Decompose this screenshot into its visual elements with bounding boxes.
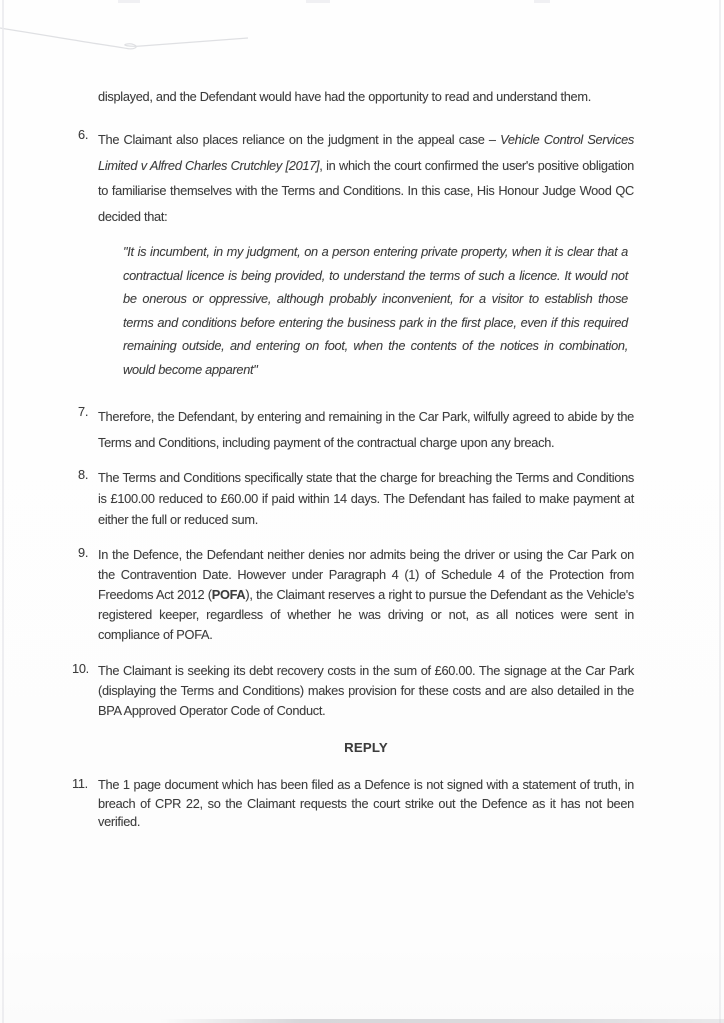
paragraph-text: The 1 page document which has been filed as a Defence is not signed with a statement of truth, in breach of CPR 22, so the Claimant requests the court strike out the Defence as it has not been verified. <box>98 777 634 829</box>
paragraph-6-post: , in which the court confirmed the user's positive obligation to familiarise themselves with the Terms and Conditions. In this case, His Honour Judge Wood QC decided that: <box>98 157 634 224</box>
scan-shadow-bottom <box>160 1019 724 1023</box>
numbered-paragraph-11 <box>72 776 724 832</box>
numbered-paragraph-9 <box>72 545 724 645</box>
paragraph-9-post: ), the Claimant reserves a right to pursue the Defendant as the Vehicle's registered keeper, regardless of whether he was driving or not, as all notices were sent in compliance of POFA. <box>98 587 634 642</box>
numbered-paragraph-6 <box>72 127 724 229</box>
paragraph-text: The Terms and Conditions specifically state that the charge for breaching the Terms and Conditions is £100.00 reduced to £60.00 if paid within 14 days. The Defendant has failed to make payment at either the full or reduced sum. <box>98 470 634 527</box>
paragraph-number: 10. <box>72 661 89 676</box>
reply-section-heading: REPLY <box>344 740 388 755</box>
paragraph-text <box>98 127 634 229</box>
paragraph-number: 9. <box>78 545 89 560</box>
paragraph-number: 6. <box>78 127 89 142</box>
judgment-quote: "It is incumbent, in my judgment, on a person entering private property, when it is clear that a contractual licence is being provided, to understand the terms of such a licence. It would not be onerous or oppressive, although probably inconvenient, for a visitor to establish those terms and conditions before entering the business park in the first place, even if this required remaining outside, and entering on foot, when the contents of the notices in combination, would become apparent" <box>123 244 628 377</box>
paragraph-9-pre: In the Defence, the Defendant neither denies nor admits being the driver or using the Car Park on the Contravention Date. However under Paragraph 4 (1) of Schedule 4 of the Protection from Freedoms Act 2012 ( <box>98 547 634 602</box>
numbered-paragraph-10 <box>72 661 724 721</box>
pofa-abbreviation: POFA <box>211 587 246 602</box>
paragraph-number: 8. <box>78 467 89 482</box>
numbered-paragraph-7 <box>72 404 724 455</box>
paragraph-number: 7. <box>78 404 89 419</box>
paragraph-text <box>98 545 634 645</box>
paragraph-6-pre: The Claimant also places reliance on the judgment in the appeal case – <box>98 132 501 147</box>
paragraph-continuation: displayed, and the Defendant would have had the opportunity to read and understand them. <box>98 89 591 104</box>
case-citation: Vehicle Control Services Limited v Alfred Charles Crutchley [2017] <box>98 132 634 173</box>
paragraph-number: 11. <box>72 776 88 791</box>
paragraph-text: The Claimant is seeking its debt recovery costs in the sum of £60.00. The signage at the Car Park (displaying the Terms and Conditions) makes provision for these costs and are also detailed in the BPA Approved Operator Code of Conduct. <box>98 663 634 718</box>
numbered-paragraph-8 <box>72 467 724 530</box>
paragraph-text: Therefore, the Defendant, by entering and remaining in the Car Park, wilfully agreed to abide by the Terms and Conditions, including payment of the contractual charge upon any breach. <box>98 409 634 450</box>
